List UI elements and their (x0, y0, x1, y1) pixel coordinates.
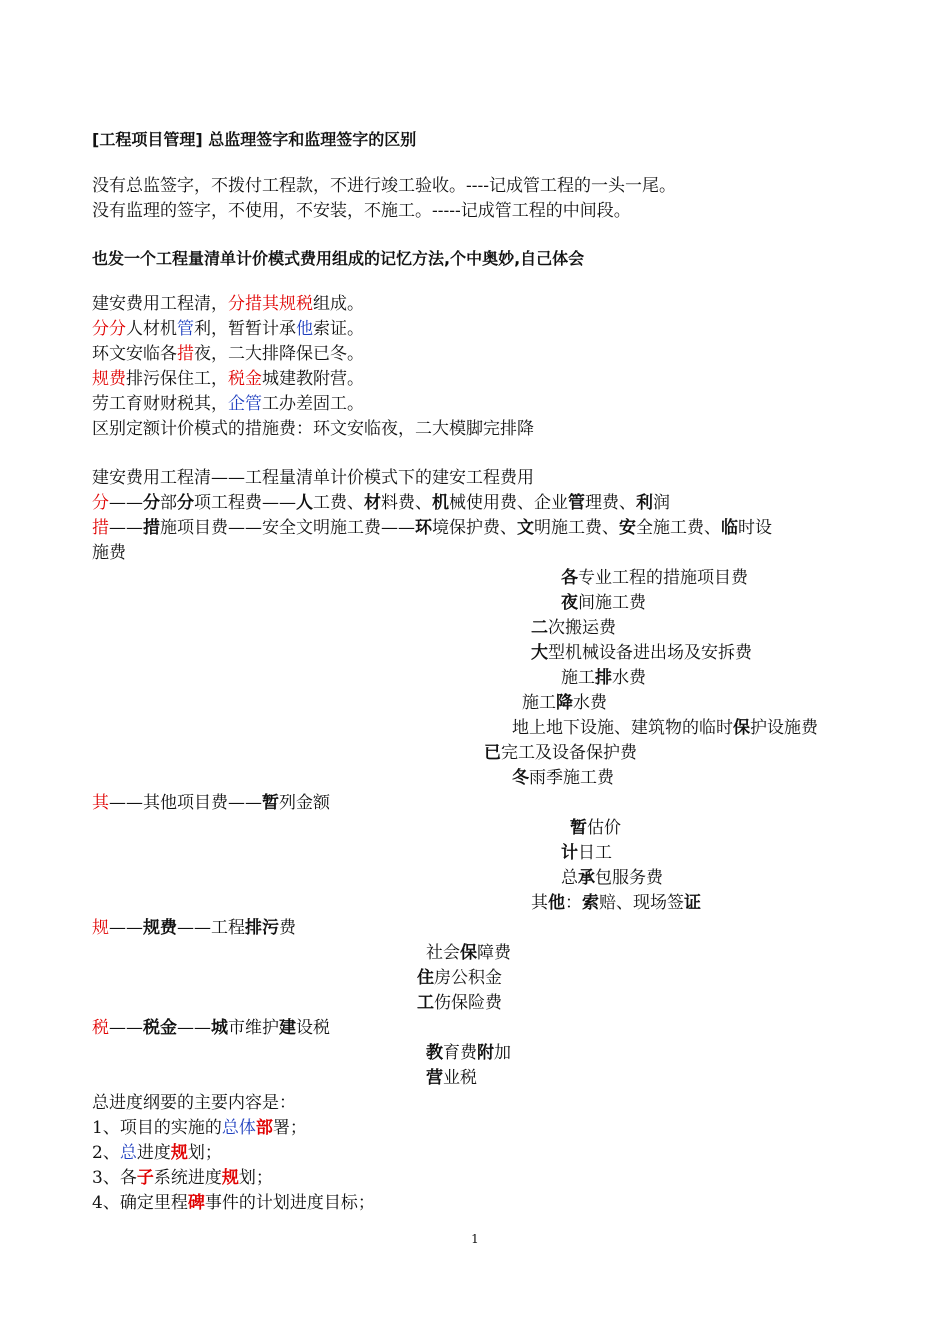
qi-item (531, 891, 701, 916)
text-run: 区别定额计价模式的措施费：环文安临夜，二大模脚完排降 (92, 419, 534, 439)
text-run: 部 (255, 1118, 273, 1138)
text-run: 管 (568, 493, 585, 513)
poem-line (92, 417, 534, 442)
text-run: 夜，二大排降保已冬。 (194, 344, 364, 364)
text-run: 税金 (143, 1018, 177, 1038)
explain-shui (92, 1016, 330, 1041)
text-run: 管 (177, 319, 194, 339)
text-run: 分 (143, 493, 160, 513)
text-run: 完工及设备保护费 (501, 743, 637, 763)
explain-intro: 建安费用工程清——工程量清单计价模式下的建安工程费用 (92, 468, 534, 488)
text-run: 措 (92, 518, 109, 538)
text-run: 日工 (578, 843, 612, 863)
text-run: 时设 (738, 518, 772, 538)
text-run: 业税 (443, 1068, 477, 1088)
explain-cuo (92, 516, 772, 541)
text-run: ： (565, 893, 582, 913)
text-run: 施项目费——安全文明施工费—— (160, 518, 415, 538)
text-run: 材 (364, 493, 381, 513)
text-run: 建 (279, 1018, 296, 1038)
text-run: 2、 (92, 1143, 120, 1163)
text-run: 计 (561, 843, 578, 863)
text-run: 械使用费、企业 (449, 493, 568, 513)
text-run: 城 (211, 1018, 228, 1038)
cuo-item (531, 641, 752, 666)
text-run: 加 (494, 1043, 511, 1063)
text-run: 排污 (245, 918, 279, 938)
text-run: 分分 (92, 319, 126, 339)
cuo-item (512, 716, 818, 741)
text-run: 冬 (512, 768, 529, 788)
explain-qi (92, 791, 330, 816)
text-run: 证 (684, 893, 701, 913)
memory-method-heading: 也发一个工程量清单计价模式费用组成的记忆方法,个中奥妙,自己体会 (92, 249, 585, 268)
text-run: 房公积金 (434, 968, 502, 988)
text-run: 利，暂暂计承 (194, 319, 296, 339)
cuo-item (531, 616, 616, 641)
text-run: 包服务费 (595, 868, 663, 888)
text-run: 分 (177, 493, 194, 513)
text-run: 排污保住工， (126, 369, 228, 389)
text-run: ——工程 (177, 918, 245, 938)
text-run: 伤保险费 (434, 993, 502, 1013)
cuo-item (484, 741, 637, 766)
text-run: 暂 (570, 818, 587, 838)
text-run: ——其他项目费—— (109, 793, 262, 813)
text-run: 设税 (296, 1018, 330, 1038)
text-run: 碑 (187, 1193, 205, 1213)
progress-item (92, 1191, 375, 1216)
text-run: 企管 (228, 394, 262, 414)
text-run: 教 (426, 1043, 443, 1063)
text-run: 税金 (228, 369, 262, 389)
progress-item (92, 1166, 273, 1191)
text-run: 市维护 (228, 1018, 279, 1038)
text-run: 环 (415, 518, 432, 538)
text-run: 其 (92, 793, 109, 813)
text-run: 已 (484, 743, 501, 763)
text-run: 其 (531, 893, 548, 913)
cuo-item (561, 591, 646, 616)
text-run: 进度 (136, 1143, 171, 1163)
text-run: 环文安临各 (92, 344, 177, 364)
poem-line (92, 342, 364, 367)
text-run: 专业工程的措施项目费 (578, 568, 748, 588)
text-run: 文 (517, 518, 534, 538)
progress-item (92, 1141, 222, 1166)
sign-line-1: 没有总监签字，不拨付工程款，不进行竣工验收。----记成管工程的一头一尾。 (92, 176, 676, 196)
shui-item (426, 1066, 477, 1091)
text-run: 措 (177, 344, 194, 364)
shui-item (426, 1041, 511, 1066)
text-run: 事件的计划进度目标； (204, 1193, 375, 1213)
text-run: 工办差固工。 (262, 394, 364, 414)
text-run: 附 (477, 1043, 494, 1063)
text-run: 工费、 (313, 493, 364, 513)
poem-line (92, 292, 364, 317)
text-run: 3、各 (92, 1168, 137, 1188)
text-run: 护设施费 (750, 718, 818, 738)
text-run: 估价 (587, 818, 621, 838)
explain-fen (92, 491, 670, 516)
text-run: 税 (92, 1018, 109, 1038)
text-run: 地上地下设施、建筑物的临时 (512, 718, 733, 738)
text-run: 二 (531, 618, 548, 638)
text-run: 分 (92, 493, 109, 513)
text-run: 人材机 (126, 319, 177, 339)
qi-item (561, 841, 612, 866)
text-run: 总 (119, 1143, 137, 1163)
text-run: —— (109, 1018, 143, 1038)
text-run: —— (109, 518, 143, 538)
text-run: 夜 (561, 593, 578, 613)
text-run: 施工 (522, 693, 556, 713)
qi-item (561, 866, 663, 891)
text-run: 各 (561, 568, 578, 588)
text-run: 列金额 (279, 793, 330, 813)
text-run: 规费 (143, 918, 177, 938)
text-run: 育费 (443, 1043, 477, 1063)
text-run: 水费 (612, 668, 646, 688)
text-run: 费 (279, 918, 296, 938)
text-run: 规 (170, 1143, 188, 1163)
text-run: 施工 (561, 668, 595, 688)
text-run: 全施工费、 (636, 518, 721, 538)
text-run: 项工程费—— (194, 493, 296, 513)
text-run: 水费 (573, 693, 607, 713)
text-run: 劳工育财财税其， (92, 394, 228, 414)
text-run: 工 (417, 993, 434, 1013)
poem-line (92, 317, 364, 342)
qi-item (570, 816, 621, 841)
text-run: 利 (636, 493, 653, 513)
cuo-item (561, 566, 748, 591)
text-run: 总 (561, 868, 578, 888)
text-run: 索证。 (313, 319, 364, 339)
explain-gui (92, 916, 296, 941)
sign-line-2: 没有监理的签字，不使用，不安装，不施工。-----记成管工程的中间段。 (92, 201, 631, 221)
text-run: 组成。 (313, 294, 364, 314)
text-run: 赔、现场签 (599, 893, 684, 913)
gui-item (426, 941, 511, 966)
text-run: 总体 (221, 1118, 256, 1138)
text-run: 降 (556, 693, 573, 713)
text-run: 划； (238, 1168, 273, 1188)
text-run: 住 (417, 968, 434, 988)
text-run: 4、确定里程 (92, 1193, 188, 1213)
text-run: 系统进度 (153, 1168, 222, 1188)
text-run: 排 (595, 668, 612, 688)
poem-line (92, 392, 364, 417)
text-run: 雨季施工费 (529, 768, 614, 788)
text-run: 润 (653, 493, 670, 513)
text-run: 临 (721, 518, 738, 538)
text-run: 他 (296, 319, 313, 339)
text-run: 型机械设备进出场及安拆费 (548, 643, 752, 663)
text-run: 规 (92, 918, 109, 938)
text-run: 保 (733, 718, 750, 738)
page-number: 1 (471, 1232, 479, 1246)
gui-item (417, 991, 502, 1016)
text-run: 料费、 (381, 493, 432, 513)
text-run: 障费 (477, 943, 511, 963)
poem-line (92, 367, 364, 392)
cuo-item (512, 766, 614, 791)
text-run: 索 (582, 893, 599, 913)
text-run: 人 (296, 493, 313, 513)
text-run: 安 (619, 518, 636, 538)
text-run: 分措其规税 (228, 294, 313, 314)
progress-item (92, 1116, 307, 1141)
text-run: —— (177, 1018, 211, 1038)
text-run: 城建教附营。 (262, 369, 364, 389)
text-run: 子 (136, 1168, 154, 1188)
text-run: —— (109, 493, 143, 513)
text-run: 明施工费、 (534, 518, 619, 538)
progress-heading: 总进度纲要的主要内容是： (92, 1093, 296, 1113)
cuo-item (561, 666, 646, 691)
text-run: 划； (187, 1143, 222, 1163)
text-run: 营 (426, 1068, 443, 1088)
explain-cuo-wrap: 施费 (92, 543, 126, 563)
text-run: 他 (548, 893, 565, 913)
text-run: —— (109, 918, 143, 938)
text-run: 间施工费 (578, 593, 646, 613)
document-title: [工程项目管理] 总监理签字和监理签字的区别 (92, 130, 417, 149)
text-run: 暂 (262, 793, 279, 813)
text-run: 社会 (426, 943, 460, 963)
gui-item (417, 966, 502, 991)
text-run: 次搬运费 (548, 618, 616, 638)
text-run: 部 (160, 493, 177, 513)
cuo-item (522, 691, 607, 716)
text-run: 署； (272, 1118, 307, 1138)
text-run: 大 (531, 643, 548, 663)
text-run: 境保护费、 (432, 518, 517, 538)
text-run: 保 (460, 943, 477, 963)
text-run: 建安费用工程清， (92, 294, 228, 314)
text-run: 理费、 (585, 493, 636, 513)
text-run: 措 (143, 518, 160, 538)
text-run: 承 (578, 868, 595, 888)
text-run: 机 (432, 493, 449, 513)
text-run: 规 (221, 1168, 239, 1188)
text-run: 1、项目的实施的 (92, 1118, 222, 1138)
text-run: 规费 (92, 369, 126, 389)
